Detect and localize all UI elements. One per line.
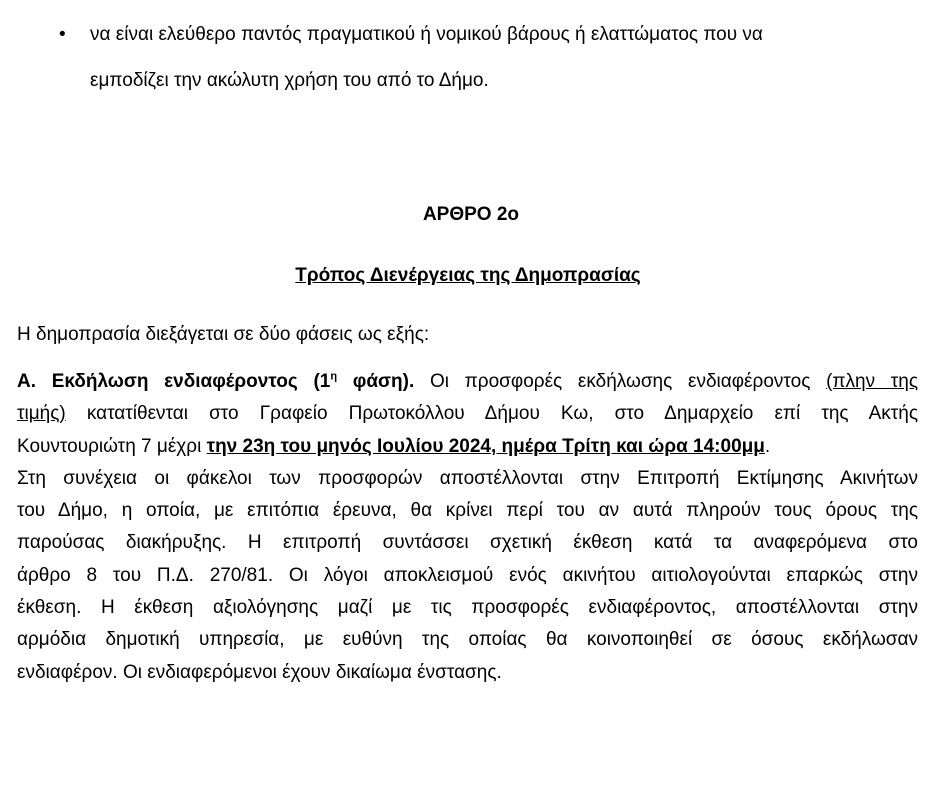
paragraph-line-5: του Δήμο, η οποία, με επιτόπια έρευνα, θα κρίνει περί του αν αυτά πληρούν τους όρους της [17,500,918,522]
paragraph-line-2: τιμής) κατατίθενται στο Γραφείο Πρωτοκόλλου Δήμου Κω, στο Δημαρχείο επί της Ακτής [17,403,918,425]
paragraph-line-7: άρθρο 8 του Π.Δ. 270/81. Οι λόγοι αποκλεισμού ενός ακινήτου αιτιολογούνται επαρκώς στην [17,564,918,586]
paragraph-line-9: αρμόδια δημοτική υπηρεσία, με ευθύνη της οποίας θα κοινοποιηθεί σε όσους εκδήλωσαν [17,629,918,651]
paragraph-line-4: Στη συνέχεια οι φάκελοι των προσφορών αποστέλλονται στην Επιτροπή Εκτίμησης Ακινήτων [17,467,918,489]
paragraph-line-3: Κουντουριώτη 7 μέχρι την 23η του μηνός Ιουλίου 2024, ημέρα Τρίτη και ώρα 14:00μμ. [17,435,771,457]
article-number: ΑΡΘΡΟ 2ο [422,204,520,225]
paragraph-line-10: ενδιαφέρον. Οι ενδιαφερόμενοι έχουν δικαίωμα ένστασης. [17,661,502,683]
section-a-paragraph [17,366,918,689]
paragraph-line-8: έκθεση. Η έκθεση αξιολόγησης μαζί με τις προσφορές ενδιαφέροντος, αποστέλλονται στην [17,597,918,619]
bullet-line-2: εμποδίζει την ακώλυτη χρήση του από το Δήμο. [90,70,489,91]
article-title: Τρόπος Διενέργειας της Δημοπρασίας [295,265,641,286]
paragraph-line-6: παρούσας διακήρυξης. Η επιτροπή συντάσσει σχετική έκθεση κατά τα αναφερόμενα στο [17,532,918,554]
underlined-text: τιμής) [17,403,66,425]
underlined-text: (πλην της [826,371,918,392]
deadline-text: την 23η του μηνός Ιουλίου 2024, ημέρα Τρίτη και ώρα 14:00μμ [206,435,765,457]
section-a-heading: Α. Εκδήλωση ενδιαφέροντος ($1^\eta$ φάση). [17,370,415,392]
bullet-line-1: να είναι ελεύθερο παντός πραγματικού ή νομικού βάρους ή ελαττώματος που να [90,24,763,45]
superscript: η [330,370,338,383]
bullet-text [90,12,915,104]
bullet-icon: • [59,24,66,45]
intro-paragraph: Η δημοπρασία διεξάγεται σε δύο φάσεις ως εξής: [17,324,430,345]
paragraph-line-1: Α. Εκδήλωση ενδιαφέροντος ($1^\eta$ φάση). Οι προσφορές εκδήλωσης ενδιαφέροντος (πλην της [17,370,918,392]
